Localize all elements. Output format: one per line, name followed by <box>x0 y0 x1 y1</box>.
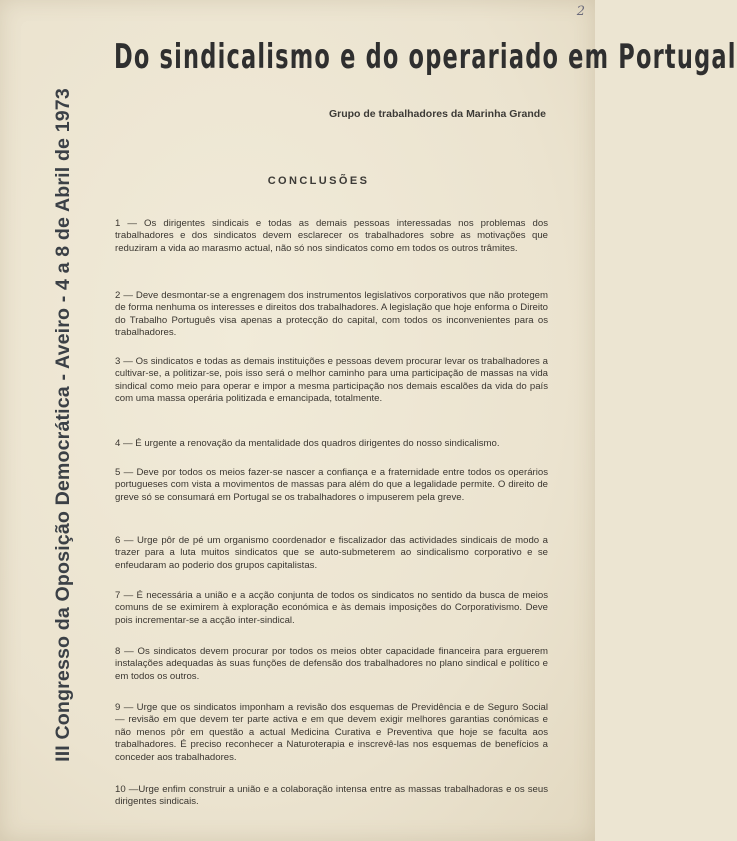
conclusion-text: —Urge enfim construir a união e a colaboração intensa entre as massas trabalhadoras e os seus dirigentes sindicais. <box>115 784 548 808</box>
conclusion-item <box>115 535 548 572</box>
conclusion-text: — É necessária a união e a acção conjunta de todos os sindicatos no sentido da busca de meios comuns de se eximirem à exploração económica e às demais imposições do Corporativismo. Deve pois incrementar-se a acção inter-sindical. <box>115 590 548 626</box>
conclusion-text: — Os sindicatos devem procurar por todos os meios obter capacidade financeira para erguerem instalações adequadas às suas funções de defensão dos trabalhadores no plano sindical e político e em todos os outros. <box>115 646 549 682</box>
conclusion-item <box>115 590 548 627</box>
conclusion-number: 8 <box>115 646 121 657</box>
conclusion-number: 4 <box>115 438 121 449</box>
conclusion-text: — Deve por todos os meios fazer-se nascer a confiança e a fraternidade entre todos os operários portugueses com vista a movimentos de massas para além do que a legalidade permite. O direito de greve só se consumará em Portugal se os trabalhadores o impuserem pela greve. <box>115 467 548 503</box>
document-subtitle: Grupo de trabalhadores da Marinha Grande <box>328 108 546 120</box>
conclusion-item <box>115 290 548 340</box>
conclusion-item <box>115 646 548 683</box>
conclusion-item <box>115 467 548 504</box>
conclusion-text: — Os dirigentes sindicais e todas as demais pessoas interessadas nos problemas dos trabalhadores e dos sindicatos devem esclarecer os trabalhadores sobre as motivações que reduziram a vida ao marasmo actual, não só nos sindicatos como em todos os outros trâmites. <box>115 218 548 254</box>
document-title: Do sindicalismo e do operariado em Portugal <box>114 36 737 77</box>
conclusion-number: 6 <box>115 535 121 546</box>
conclusion-text: — Os sindicatos e todas as demais instituições e pessoas devem procurar levar os trabalhadores a cultivar-se, a politizar-se, pois isso será o melhor caminho para uma participação de massas na vida sindical como meio para operar e impor a mesma participação nos demais escalões da vida do país com uma massa operária politizada e emancipada, totalmente. <box>115 356 548 405</box>
conclusion-number: 7 <box>115 590 121 601</box>
conclusion-number: 1 <box>115 218 121 229</box>
conclusion-text: — Deve desmontar-se a engrenagem dos instrumentos legislativos corporativos que não protegem de forma nenhuma os interesses e direitos dos trabalhadores. A legislação que hoje enforma o Direito do Trabalho Português visa apenas a protecção do capital, com todos os inconvenientes para os trabalhadores. <box>115 290 548 339</box>
conclusion-number: 2 <box>115 290 121 301</box>
conclusion-number: 5 <box>115 467 121 478</box>
conclusion-text: — É urgente a renovação da mentalidade dos quadros dirigentes do nosso sindicalismo. <box>123 438 500 449</box>
conclusion-item <box>115 218 548 255</box>
sidebar-congress-text: III Congresso da Oposição Democrática - Aveiro - 4 a 8 de Abril de 1973 <box>52 88 74 762</box>
section-heading: CONCLUSÕES <box>267 175 370 187</box>
conclusion-item <box>115 356 548 406</box>
conclusion-text: — Urge que os sindicatos imponham a revisão dos esquemas de Previdência e de Seguro Social — revisão em que devem ter parte activa e em que devem exigir melhores garantias conómicas e não menos pôr em questão a actual Medicina Curativa e Preventiva que hoje se faculta aos trabalhadores. É preciso reconhecer a Naturoterapia e inscrevê-las nos esquemas de benefícios a conceder aos trabalhadores. <box>115 702 548 763</box>
conclusion-item <box>115 702 548 764</box>
conclusion-number: 10 <box>115 784 126 795</box>
conclusion-item <box>115 784 548 809</box>
conclusion-number: 3 <box>115 356 121 367</box>
page-number: 2 <box>576 4 585 19</box>
sidebar-banner <box>48 40 78 810</box>
conclusion-number: 9 <box>115 702 121 713</box>
conclusion-text: — Urge pôr de pé um organismo coordenador e fiscalizador das actividades sindicais de modo a trazer para a luta muitos sindicatos que se auto-submeterem ao sindicalismo corporativo e se enfeudaram ao poderio dos grupos capitalistas. <box>115 535 548 571</box>
conclusion-item <box>115 438 548 450</box>
